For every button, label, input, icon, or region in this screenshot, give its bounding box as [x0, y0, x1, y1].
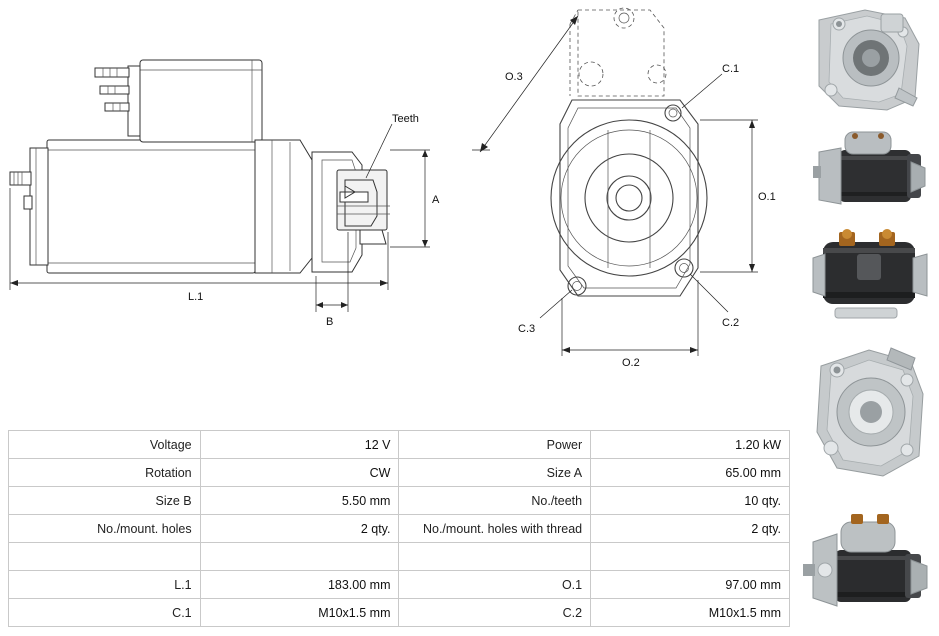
table-spacer-row [9, 543, 790, 571]
spec-label: No./teeth [399, 487, 591, 515]
table-row [9, 515, 790, 543]
table-row [9, 487, 790, 515]
spec-value: CW [200, 459, 399, 487]
c2-label: C.2 [722, 317, 740, 329]
length-l1-label: L.1 [188, 291, 204, 303]
spec-label: C.1 [9, 599, 201, 627]
spec-value: 10 qty. [591, 487, 790, 515]
starter-photo-full-body[interactable] [795, 494, 939, 634]
spec-value: M10x1.5 mm [591, 599, 790, 627]
starter-photo-drive-end[interactable] [795, 332, 939, 492]
spec-value: 1.20 kW [591, 431, 790, 459]
starter-photo-side[interactable] [795, 122, 939, 222]
table-row [9, 599, 790, 627]
teeth-label: Teeth [392, 113, 419, 125]
front-view-drawing [450, 0, 790, 400]
starter-photo-solenoid-top[interactable] [795, 224, 939, 330]
spec-label: L.1 [9, 571, 201, 599]
spec-label: No./mount. holes with thread [399, 515, 591, 543]
spec-value: 5.50 mm [200, 487, 399, 515]
spec-value: 183.00 mm [200, 571, 399, 599]
c3-label: C.3 [518, 323, 536, 335]
spacer-cell [200, 543, 399, 571]
spec-label: Size B [9, 487, 201, 515]
spacer-cell [591, 543, 790, 571]
spec-value: 97.00 mm [591, 571, 790, 599]
spec-label: Size A [399, 459, 591, 487]
c1-label: C.1 [722, 63, 740, 75]
spec-label: Power [399, 431, 591, 459]
spec-value: 65.00 mm [591, 459, 790, 487]
spec-label: Voltage [9, 431, 201, 459]
starter-photo-front-angle[interactable] [795, 2, 939, 120]
spec-value: 12 V [200, 431, 399, 459]
specification-table [8, 430, 790, 627]
spacer-cell [9, 543, 201, 571]
spec-value: 2 qty. [200, 515, 399, 543]
side-view-drawing [0, 0, 460, 400]
o1-label: O.1 [758, 191, 776, 203]
table-row [9, 571, 790, 599]
o3-label: O.3 [505, 71, 523, 83]
spec-label: Rotation [9, 459, 201, 487]
o2-label: O.2 [622, 357, 640, 369]
spec-value: 2 qty. [591, 515, 790, 543]
spec-label: O.1 [399, 571, 591, 599]
size-a-label: A [432, 194, 440, 206]
spec-value: M10x1.5 mm [200, 599, 399, 627]
table-row [9, 431, 790, 459]
product-photo-column [795, 0, 939, 636]
spec-label: C.2 [399, 599, 591, 627]
spec-label: No./mount. holes [9, 515, 201, 543]
spacer-cell [399, 543, 591, 571]
table-row [9, 459, 790, 487]
size-b-label: B [326, 316, 334, 328]
